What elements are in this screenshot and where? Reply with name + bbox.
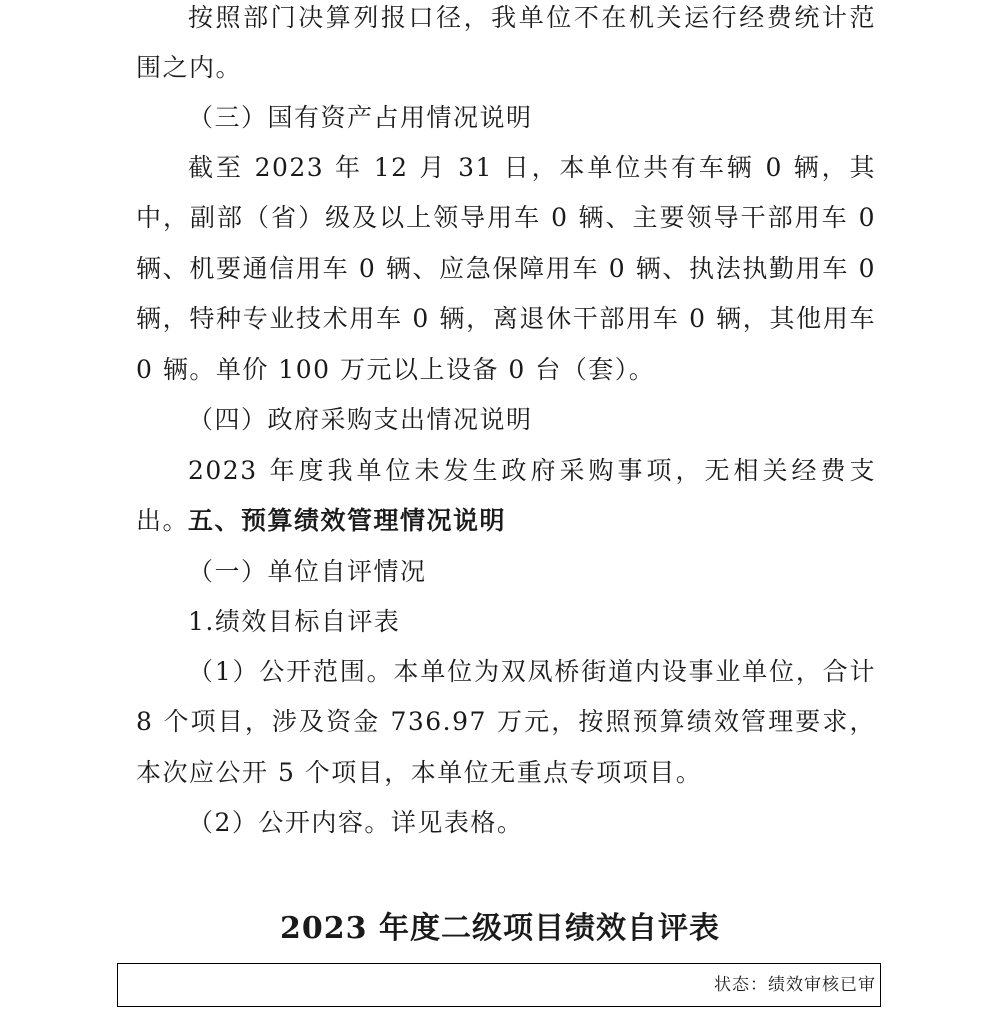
heading-unit-self-evaluation: （一）单位自评情况 xyxy=(188,557,427,586)
heading-state-assets: （三）国有资产占用情况说明 xyxy=(188,103,533,132)
heading-performance-target-table: 1.绩效目标自评表 xyxy=(188,607,401,636)
table-status-row xyxy=(117,963,881,1007)
table-title: 2023 年度二级项目绩效自评表 xyxy=(280,911,720,946)
heading-budget-performance: 五、预算绩效管理情况说明 xyxy=(188,506,507,535)
heading-government-procurement: （四）政府采购支出情况说明 xyxy=(188,405,533,434)
paragraph-disclosure-scope: （1）公开范围。本单位为双凤桥街道内设事业单位，合计 8 个项目，涉及资金 736.97 万元，按照预算绩效管理要求，本次应公开 5 个项目，本单位无重点专项项目。 xyxy=(136,657,876,787)
paragraph-state-assets: 截至 2023 年 12 月 31 日，本单位共有车辆 0 辆，其中，副部（省）级及以上领导用车 0 辆、主要领导干部用车 0 辆、机要通信用车 0 辆、应急保障用车 0 辆、执法执勤用车 0 辆，特种专业技术用车 0 辆，离退休干部用车 0 辆，其他用车 0 辆。单价 100 万元以上设备 0 台（套）。 xyxy=(136,153,876,384)
status-label: 状态：绩效审核已审 xyxy=(714,975,876,995)
paragraph-disclosure-content: （2）公开内容。详见表格。 xyxy=(188,808,524,837)
paragraph-government-procurement: 2023 年度我单位未发生政府采购事项，无相关经费支出。 xyxy=(136,456,876,536)
paragraph-operating-expenses-tail: 按照部门决算列报口径，我单位不在机关运行经费统计范围之内。 xyxy=(136,3,876,83)
